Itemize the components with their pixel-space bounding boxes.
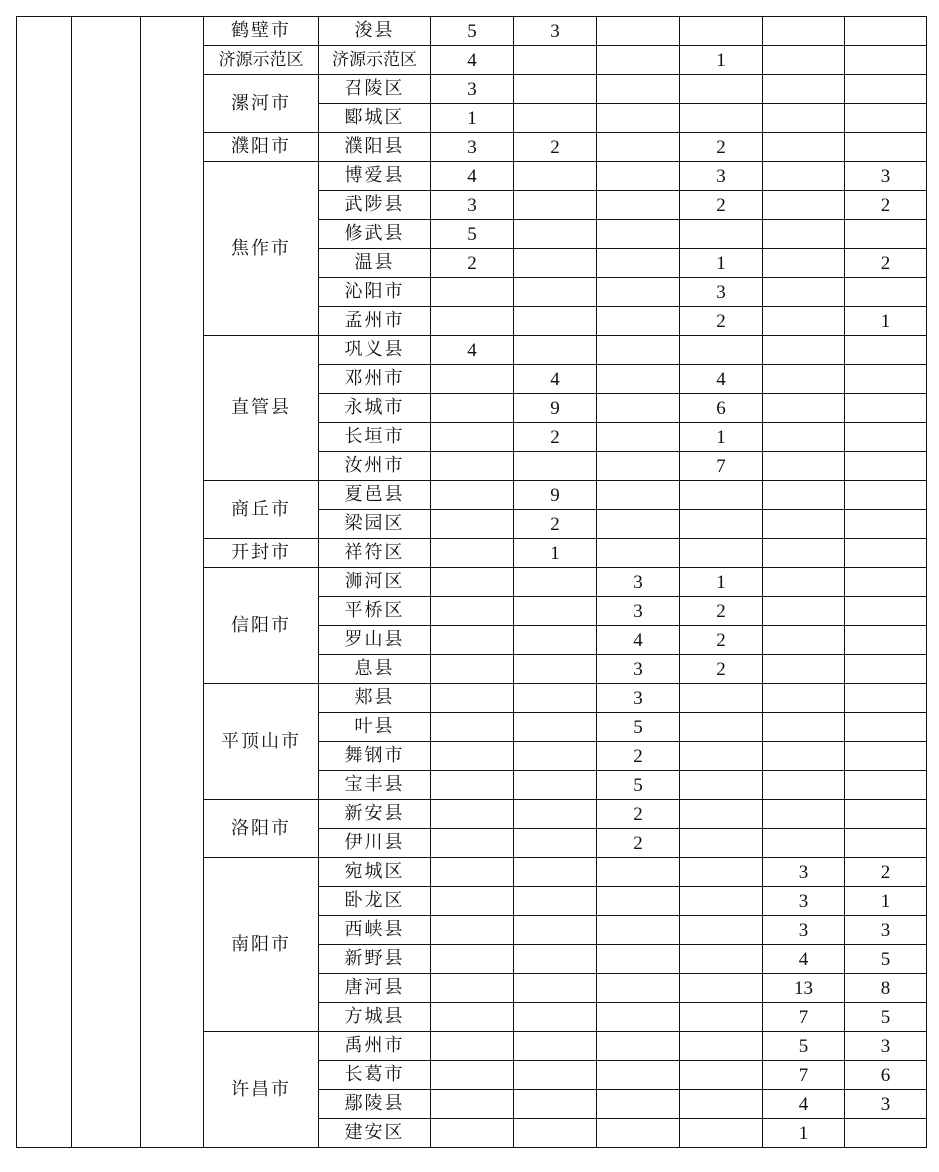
value-cell [845,684,927,713]
value-cell [845,771,927,800]
county-cell: 邓州市 [319,365,431,394]
value-cell [680,829,763,858]
value-cell [680,1090,763,1119]
county-cell: 新安县 [319,800,431,829]
value-cell [680,887,763,916]
value-cell [845,394,927,423]
value-cell [763,742,845,771]
value-cell: 4 [763,1090,845,1119]
city-cell: 信阳市 [204,568,319,684]
value-cell: 3 [763,916,845,945]
county-cell: 孟州市 [319,307,431,336]
value-cell [514,684,597,713]
value-cell: 5 [431,220,514,249]
value-cell [514,887,597,916]
city-cell: 商丘市 [204,481,319,539]
value-cell [845,742,927,771]
value-cell [763,394,845,423]
value-cell [431,365,514,394]
value-cell [514,1032,597,1061]
value-cell [431,945,514,974]
value-cell [763,336,845,365]
value-cell [514,1061,597,1090]
value-cell: 2 [514,510,597,539]
value-cell [597,858,680,887]
value-cell [597,336,680,365]
table-row [17,17,927,46]
value-cell [514,307,597,336]
value-cell [597,510,680,539]
value-cell [763,684,845,713]
value-cell [514,945,597,974]
blank-left-column-cell [17,17,72,1148]
value-cell [431,1119,514,1148]
value-cell [431,597,514,626]
value-cell [763,626,845,655]
value-cell: 3 [431,191,514,220]
value-cell [597,75,680,104]
value-cell [845,800,927,829]
value-cell [763,133,845,162]
value-cell [763,17,845,46]
value-cell [597,1003,680,1032]
value-cell [431,829,514,858]
value-cell [597,945,680,974]
value-cell [680,220,763,249]
city-cell: 开封市 [204,539,319,568]
county-cell: 方城县 [319,1003,431,1032]
value-cell [597,974,680,1003]
value-cell [597,481,680,510]
value-cell: 3 [763,858,845,887]
value-cell [680,1061,763,1090]
value-cell [763,771,845,800]
value-cell [514,220,597,249]
value-cell [763,655,845,684]
county-cell: 祥符区 [319,539,431,568]
city-cell: 许昌市 [204,1032,319,1148]
value-cell: 4 [514,365,597,394]
value-cell [514,1119,597,1148]
city-cell: 直管县 [204,336,319,481]
value-cell [431,916,514,945]
value-cell [680,539,763,568]
value-cell: 7 [680,452,763,481]
allocation-table [16,16,927,1148]
value-cell [845,481,927,510]
county-cell: 夏邑县 [319,481,431,510]
county-cell: 鄢陵县 [319,1090,431,1119]
value-cell [431,510,514,539]
county-cell: 武陟县 [319,191,431,220]
value-cell: 1 [680,46,763,75]
value-cell [680,713,763,742]
value-cell [845,75,927,104]
value-cell [431,1003,514,1032]
value-cell [597,46,680,75]
value-cell: 3 [431,75,514,104]
value-cell: 3 [845,162,927,191]
county-cell: 汝州市 [319,452,431,481]
value-cell [597,162,680,191]
value-cell [431,481,514,510]
value-cell: 13 [763,974,845,1003]
value-cell [514,655,597,684]
value-cell [763,568,845,597]
value-cell: 4 [680,365,763,394]
value-cell [597,1090,680,1119]
value-cell [514,597,597,626]
county-cell: 新野县 [319,945,431,974]
value-cell [763,452,845,481]
value-cell: 2 [680,307,763,336]
data-table-container [16,16,927,1148]
value-cell [763,191,845,220]
value-cell [514,800,597,829]
value-cell [514,1003,597,1032]
value-cell [597,249,680,278]
blank-left-column-cell [72,17,141,1148]
city-cell: 鹤壁市 [204,17,319,46]
value-cell [845,1119,927,1148]
value-cell [514,278,597,307]
county-cell: 永城市 [319,394,431,423]
value-cell: 5 [431,17,514,46]
value-cell [514,336,597,365]
value-cell [845,510,927,539]
county-cell: 博爱县 [319,162,431,191]
value-cell [514,626,597,655]
county-cell: 建安区 [319,1119,431,1148]
value-cell [845,829,927,858]
value-cell [514,75,597,104]
county-cell: 修武县 [319,220,431,249]
value-cell [597,17,680,46]
value-cell [680,771,763,800]
value-cell [680,17,763,46]
county-cell: 卧龙区 [319,887,431,916]
county-cell: 宛城区 [319,858,431,887]
value-cell [431,771,514,800]
county-cell: 沁阳市 [319,278,431,307]
value-cell [431,568,514,597]
value-cell: 4 [763,945,845,974]
value-cell [763,597,845,626]
value-cell [845,568,927,597]
county-cell: 禹州市 [319,1032,431,1061]
value-cell [597,104,680,133]
value-cell [680,481,763,510]
value-cell [597,220,680,249]
value-cell [845,17,927,46]
county-cell: 巩义县 [319,336,431,365]
value-cell: 4 [597,626,680,655]
county-cell: 伊川县 [319,829,431,858]
value-cell [845,713,927,742]
city-cell: 平顶山市 [204,684,319,800]
value-cell [763,365,845,394]
value-cell [597,1032,680,1061]
value-cell: 2 [680,133,763,162]
city-cell: 济源示范区 [204,46,319,75]
county-cell: 济源示范区 [319,46,431,75]
value-cell: 5 [597,713,680,742]
value-cell [763,278,845,307]
value-cell [597,1119,680,1148]
value-cell: 2 [597,742,680,771]
value-cell: 2 [680,597,763,626]
value-cell [597,423,680,452]
city-cell: 焦作市 [204,162,319,336]
county-cell: 温县 [319,249,431,278]
value-cell: 3 [680,278,763,307]
value-cell: 2 [597,800,680,829]
value-cell: 6 [845,1061,927,1090]
value-cell [845,46,927,75]
value-cell [763,481,845,510]
value-cell [597,394,680,423]
value-cell [514,771,597,800]
value-cell [845,626,927,655]
value-cell [763,539,845,568]
value-cell: 5 [763,1032,845,1061]
value-cell [763,249,845,278]
value-cell [680,1119,763,1148]
value-cell: 5 [845,1003,927,1032]
value-cell [597,916,680,945]
value-cell [597,278,680,307]
city-cell: 漯河市 [204,75,319,133]
value-cell [763,423,845,452]
value-cell: 2 [514,133,597,162]
city-cell: 濮阳市 [204,133,319,162]
value-cell: 1 [514,539,597,568]
value-cell [431,1061,514,1090]
value-cell: 2 [845,249,927,278]
value-cell [514,858,597,887]
value-cell [597,191,680,220]
value-cell [680,75,763,104]
value-cell: 3 [845,916,927,945]
county-cell: 宝丰县 [319,771,431,800]
value-cell: 3 [431,133,514,162]
value-cell: 3 [763,887,845,916]
value-cell [431,423,514,452]
value-cell: 6 [680,394,763,423]
value-cell [514,249,597,278]
value-cell [431,887,514,916]
value-cell [763,162,845,191]
value-cell [514,191,597,220]
value-cell [763,104,845,133]
value-cell [680,974,763,1003]
value-cell [680,1003,763,1032]
county-cell: 舞钢市 [319,742,431,771]
value-cell: 1 [845,307,927,336]
blank-left-column-cell [141,17,204,1148]
value-cell [763,829,845,858]
value-cell [680,858,763,887]
city-cell: 洛阳市 [204,800,319,858]
value-cell [431,626,514,655]
value-cell [763,307,845,336]
county-cell: 郾城区 [319,104,431,133]
value-cell [514,104,597,133]
value-cell [680,916,763,945]
value-cell: 2 [514,423,597,452]
value-cell [431,1090,514,1119]
value-cell: 1 [431,104,514,133]
value-cell: 4 [431,336,514,365]
value-cell [763,713,845,742]
value-cell [597,539,680,568]
value-cell [514,974,597,1003]
value-cell: 1 [845,887,927,916]
county-cell: 平桥区 [319,597,431,626]
value-cell: 7 [763,1003,845,1032]
value-cell: 7 [763,1061,845,1090]
value-cell [845,365,927,394]
value-cell [680,510,763,539]
value-cell [597,365,680,394]
value-cell [845,452,927,481]
county-cell: 西峡县 [319,916,431,945]
value-cell [845,104,927,133]
value-cell: 2 [680,655,763,684]
value-cell [845,220,927,249]
value-cell: 3 [597,597,680,626]
value-cell: 3 [680,162,763,191]
value-cell [845,539,927,568]
value-cell [431,278,514,307]
value-cell [431,452,514,481]
value-cell [514,162,597,191]
value-cell [431,713,514,742]
value-cell [845,133,927,162]
value-cell: 9 [514,481,597,510]
value-cell [845,423,927,452]
county-cell: 梁园区 [319,510,431,539]
value-cell: 2 [845,191,927,220]
value-cell [680,800,763,829]
value-cell: 5 [845,945,927,974]
value-cell [514,742,597,771]
table-body [17,17,927,1148]
value-cell [763,800,845,829]
value-cell: 1 [763,1119,845,1148]
value-cell [514,46,597,75]
value-cell [514,1090,597,1119]
value-cell: 3 [845,1032,927,1061]
value-cell: 1 [680,568,763,597]
value-cell: 2 [680,191,763,220]
value-cell: 2 [597,829,680,858]
value-cell [597,1061,680,1090]
value-cell [431,974,514,1003]
value-cell [680,1032,763,1061]
value-cell [680,104,763,133]
county-cell: 叶县 [319,713,431,742]
value-cell [763,510,845,539]
value-cell: 3 [845,1090,927,1119]
value-cell [597,887,680,916]
county-cell: 息县 [319,655,431,684]
value-cell [514,713,597,742]
value-cell [680,336,763,365]
value-cell [514,568,597,597]
value-cell [597,133,680,162]
value-cell [763,220,845,249]
value-cell [514,829,597,858]
value-cell [431,742,514,771]
county-cell: 唐河县 [319,974,431,1003]
value-cell [680,684,763,713]
value-cell: 3 [597,684,680,713]
value-cell [431,1032,514,1061]
value-cell [431,858,514,887]
value-cell [431,307,514,336]
value-cell [514,452,597,481]
value-cell: 2 [845,858,927,887]
value-cell: 3 [597,568,680,597]
value-cell: 4 [431,46,514,75]
value-cell [431,684,514,713]
value-cell: 3 [597,655,680,684]
value-cell: 8 [845,974,927,1003]
county-cell: 罗山县 [319,626,431,655]
county-cell: 长葛市 [319,1061,431,1090]
value-cell [763,46,845,75]
value-cell [845,655,927,684]
county-cell: 浉河区 [319,568,431,597]
value-cell [845,336,927,365]
value-cell: 1 [680,423,763,452]
value-cell [680,945,763,974]
value-cell: 9 [514,394,597,423]
value-cell: 2 [680,626,763,655]
county-cell: 召陵区 [319,75,431,104]
value-cell [431,800,514,829]
value-cell: 5 [597,771,680,800]
value-cell [431,539,514,568]
value-cell [431,655,514,684]
value-cell: 3 [514,17,597,46]
value-cell [597,307,680,336]
value-cell [514,916,597,945]
county-cell: 浚县 [319,17,431,46]
value-cell [845,278,927,307]
value-cell [763,75,845,104]
city-cell: 南阳市 [204,858,319,1032]
county-cell: 濮阳县 [319,133,431,162]
value-cell [845,597,927,626]
value-cell [680,742,763,771]
county-cell: 长垣市 [319,423,431,452]
value-cell [431,394,514,423]
county-cell: 郏县 [319,684,431,713]
value-cell [597,452,680,481]
value-cell: 1 [680,249,763,278]
value-cell: 2 [431,249,514,278]
value-cell: 4 [431,162,514,191]
